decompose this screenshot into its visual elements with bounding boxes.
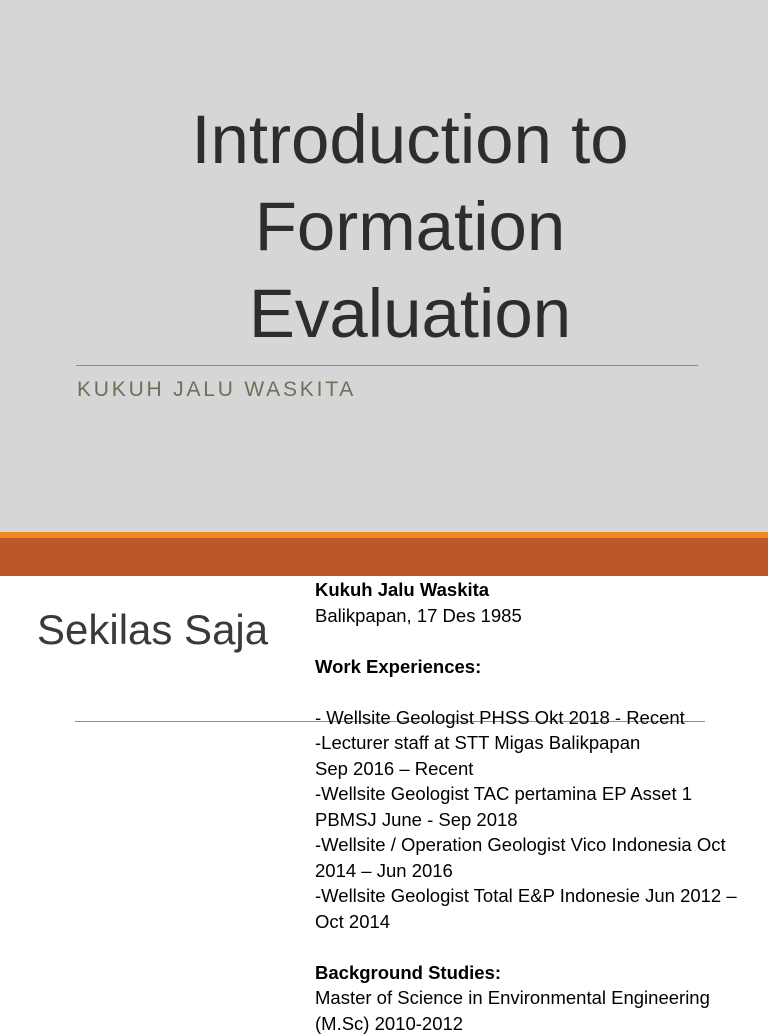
work-line: -Wellsite Geologist TAC pertamina EP Asset 1 — [315, 781, 760, 807]
profile-name: Kukuh Jalu Waskita — [315, 577, 760, 603]
title-line-3: Evaluation — [60, 270, 760, 357]
work-line: -Lecturer staff at STT Migas Balikpapan — [315, 730, 760, 756]
author-subtitle: KUKUH JALU WASKITA — [77, 378, 356, 402]
rust-accent-band — [0, 538, 768, 576]
background-line: Master of Science in Environmental Engineering — [315, 985, 760, 1011]
work-heading: Work Experiences: — [315, 654, 760, 680]
work-line: PBMSJ June - Sep 2018 — [315, 807, 760, 833]
title-line-1: Introduction to — [60, 96, 760, 183]
section-heading: Sekilas Saja — [37, 606, 268, 654]
work-line: Sep 2016 – Recent — [315, 756, 760, 782]
work-line: Oct 2014 — [315, 909, 760, 935]
blank-line — [315, 628, 760, 654]
background-heading: Background Studies: — [315, 960, 760, 986]
blank-line — [315, 679, 760, 705]
background-line: (M.Sc) 2010-2012 — [315, 1011, 760, 1036]
work-line: - Wellsite Geologist PHSS Okt 2018 - Recent — [315, 705, 760, 731]
work-line: -Wellsite / Operation Geologist Vico Indonesia Oct — [315, 832, 760, 858]
profile-content — [315, 577, 760, 1036]
work-line: 2014 – Jun 2016 — [315, 858, 760, 884]
work-line: -Wellsite Geologist Total E&P Indonesie Jun 2012 – — [315, 883, 760, 909]
blank-line — [315, 934, 760, 960]
title-line-2: Formation — [60, 183, 760, 270]
slide-title — [60, 96, 760, 357]
title-divider — [76, 365, 698, 366]
profile-birth: Balikpapan, 17 Des 1985 — [315, 603, 760, 629]
